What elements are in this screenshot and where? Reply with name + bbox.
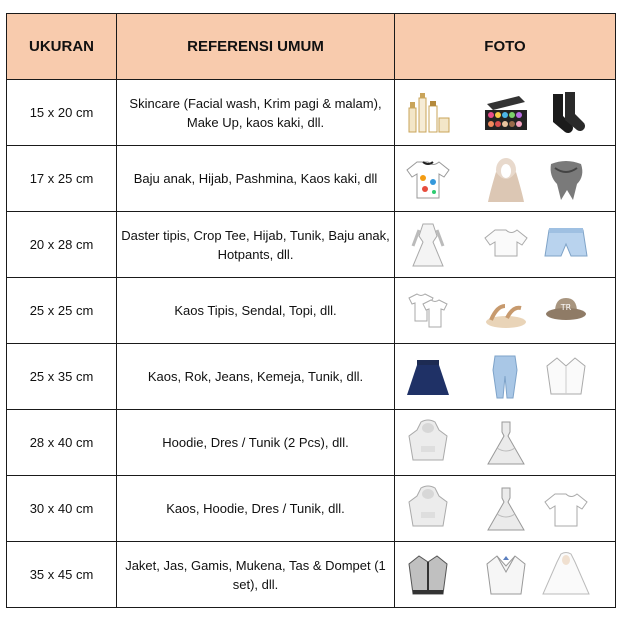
bomber-jacket-icon bbox=[403, 550, 453, 600]
jeans-icon bbox=[481, 352, 531, 402]
size-cell: 35 x 45 cm bbox=[7, 542, 117, 608]
photo-cell bbox=[395, 410, 616, 476]
suit-jacket-icon bbox=[481, 550, 531, 600]
reference-cell: Kaos Tipis, Sendal, Topi, dll. bbox=[117, 278, 395, 344]
reference-cell: Kaos, Rok, Jeans, Kemeja, Tunik, dll. bbox=[117, 344, 395, 410]
reference-cell: Skincare (Facial wash, Krim pagi & malam), Make Up, kaos kaki, dll. bbox=[117, 80, 395, 146]
size-cell: 15 x 20 cm bbox=[7, 80, 117, 146]
svg-text:TR: TR bbox=[560, 303, 572, 312]
reference-cell: Jaket, Jas, Gamis, Mukena, Tas & Dompet (1 set), dll. bbox=[117, 542, 395, 608]
size-cell: 25 x 35 cm bbox=[7, 344, 117, 410]
photo-cell bbox=[395, 476, 616, 542]
size-cell: 30 x 40 cm bbox=[7, 476, 117, 542]
size-cell: 28 x 40 cm bbox=[7, 410, 117, 476]
photo-cell bbox=[395, 146, 616, 212]
crop-tee-icon bbox=[481, 220, 531, 270]
folded-tshirts-icon bbox=[403, 286, 453, 336]
size-cell: 20 x 28 cm bbox=[7, 212, 117, 278]
skincare-bottles-icon bbox=[403, 88, 453, 138]
socks-icon bbox=[541, 88, 591, 138]
table-row bbox=[7, 212, 616, 278]
header-ukuran: UKURAN bbox=[7, 14, 117, 80]
photo-cell bbox=[395, 278, 616, 344]
reference-cell: Baju anak, Hijab, Pashmina, Kaos kaki, dll bbox=[117, 146, 395, 212]
header-referensi-umum: REFERENSI UMUM bbox=[117, 14, 395, 80]
photo-cell bbox=[395, 80, 616, 146]
photo-cell bbox=[395, 212, 616, 278]
kids-shirt-icon bbox=[403, 154, 453, 204]
table-row bbox=[7, 410, 616, 476]
table-header-row bbox=[7, 14, 616, 80]
hoodie-icon bbox=[403, 484, 453, 534]
pashmina-scarf-icon bbox=[541, 154, 591, 204]
white-dress-icon bbox=[403, 220, 453, 270]
white-shirt-icon bbox=[541, 352, 591, 402]
gown-dress-icon bbox=[481, 484, 531, 534]
table-row bbox=[7, 542, 616, 608]
header-foto: FOTO bbox=[395, 14, 616, 80]
table-row bbox=[7, 146, 616, 212]
sandal-icon bbox=[481, 286, 531, 336]
bucket-hat-icon bbox=[541, 286, 591, 336]
makeup-palette-icon bbox=[481, 88, 531, 138]
tshirt-icon bbox=[541, 484, 591, 534]
hijab-icon bbox=[481, 154, 531, 204]
reference-cell: Daster tipis, Crop Tee, Hijab, Tunik, Baju anak, Hotpants, dll. bbox=[117, 212, 395, 278]
gown-dress-icon bbox=[481, 418, 531, 468]
photo-cell bbox=[395, 344, 616, 410]
reference-cell: Hoodie, Dres / Tunik (2 Pcs), dll. bbox=[117, 410, 395, 476]
size-cell: 17 x 25 cm bbox=[7, 146, 117, 212]
mukena-icon bbox=[541, 550, 591, 600]
reference-cell: Kaos, Hoodie, Dres / Tunik, dll. bbox=[117, 476, 395, 542]
table-row bbox=[7, 476, 616, 542]
hoodie-icon bbox=[403, 418, 453, 468]
photo-cell bbox=[395, 542, 616, 608]
navy-skirt-icon bbox=[403, 352, 453, 402]
table-row bbox=[7, 278, 616, 344]
hotpants-icon bbox=[541, 220, 591, 270]
table-row bbox=[7, 80, 616, 146]
table-row bbox=[7, 344, 616, 410]
size-reference-table bbox=[6, 13, 616, 608]
size-cell: 25 x 25 cm bbox=[7, 278, 117, 344]
